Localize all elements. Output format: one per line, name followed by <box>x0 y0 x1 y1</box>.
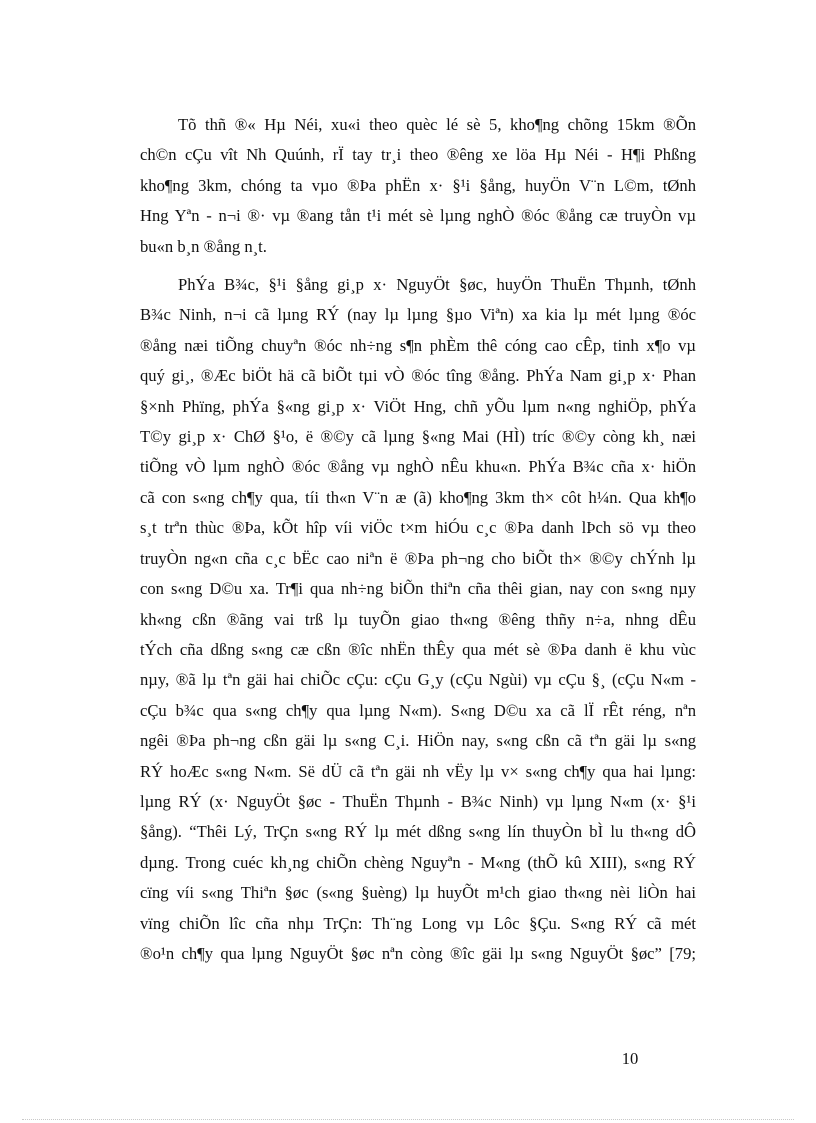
page-number: 10 <box>621 1049 639 1068</box>
text-line: lµng RÝ (x· NguyÖt §øc - ThuËn Thµnh - B¾c Ninh) vµ lµng N«m (x· §¹i <box>140 791 696 811</box>
text-line: ngêi ®Þa ph¬ng cßn gäi lµ s«ng C¸i. HiÖn nay, s«ng cßn cã tªn gäi lµ s«ng <box>140 731 696 751</box>
text-line: §×nh Phïng, phÝa §«ng gi¸p x· ViÖt Hng, chñ yÕu lµm n«ng nghiÖp, phÝa <box>140 396 696 416</box>
text-line: tiÕng vÒ lµm nghÒ ®óc ®ång vµ nghÒ nÊu khu«n. PhÝa B¾c cña x· hiÖn <box>140 457 696 477</box>
text-line: Hng Yªn - n¬i ®· vµ ®ang tån t¹i mét sè lµng nghÒ ®óc ®ång cæ truyÒn vµ <box>140 206 696 226</box>
text-line: quý gi¸, ®Æc biÖt hä cã biÕt tµi vÒ ®óc tîng ®ång. PhÝa Nam gi¸p x· Phan <box>140 366 696 386</box>
text-line: cÇu b¾c qua s«ng ch¶y qua lµng N«m). S«ng D©u xa cã lÏ rÊt réng, nªn <box>140 700 696 720</box>
body-text <box>140 110 696 969</box>
text-line: RÝ hoÆc s«ng N«m. Së dÜ cã tªn gäi nh vËy lµ v× s«ng ch¶y qua hai lµng: <box>140 761 696 781</box>
text-line: tÝch cña dßng s«ng cæ cßn ®îc nhËn thÊy qua mét sè ®Þa danh ë khu vùc <box>140 639 696 659</box>
text-line: cã con s«ng ch¶y qua, tíi th«n V¨n æ (ã) kho¶ng 3km th× côt h¼n. Qua kh¶o <box>140 487 696 507</box>
page-bottom-border <box>22 1119 794 1120</box>
text-line: T©y gi¸p x· ChØ §¹o, ë ®©y cã lµng §«ng Mai (HÌ) tríc ®©y còng kh¸ næi <box>140 427 696 447</box>
text-line: dµng. Trong cuéc kh¸ng chiÕn chèng Nguyªn - M«ng (thÕ kû XIII), s«ng RÝ <box>140 852 696 872</box>
text-line: ®o¹n ch¶y qua lµng NguyÖt §øc nªn còng ®îc gäi lµ s«ng NguyÖt §øc” [79; <box>140 943 696 963</box>
text-line: PhÝa B¾c, §¹i §ång gi¸p x· NguyÖt §øc, huyÖn ThuËn Thµnh, tØnh <box>178 275 696 295</box>
text-line: ch©n cÇu vît Nh Quúnh, rÏ tay tr¸i theo ®êng xe löa Hµ Néi - H¶i Phßng <box>140 145 696 165</box>
text-line: kh«ng cßn ®ãng vai trß lµ tuyÕn giao th«ng ®êng thñy n÷a, nhng dÊu <box>140 609 696 629</box>
text-line: B¾c Ninh, n¬i cã lµng RÝ (nay lµ lµng §µo Viªn) xa kia lµ mét lµng ®óc <box>140 305 696 325</box>
text-line: Tõ thñ ®« Hµ Néi, xu«i theo quèc lé sè 5, kho¶ng chõng 15km ®Õn <box>178 115 696 134</box>
paragraph-1 <box>140 110 696 262</box>
text-line: ®ång næi tiÕng chuyªn ®óc nh÷ng s¶n phÈm thê cóng cao cÊp, tinh x¶o vµ <box>140 335 696 355</box>
text-line: nµy, ®ã lµ tªn gäi hai chiÕc cÇu: cÇu G¸y (cÇu Ngùi) vµ cÇu §¸ (cÇu N«m - <box>140 670 696 690</box>
text-line: §ång). “Thêi Lý, TrÇn s«ng RÝ lµ mét dßng s«ng lín thuyÒn bÌ lu th«ng dÔ <box>140 822 696 842</box>
text-line: cïng víi s«ng Thiªn §øc (s«ng §uèng) lµ huyÕt m¹ch giao th«ng nèi liÒn hai <box>140 883 696 903</box>
paragraph-2 <box>140 270 696 969</box>
text-line: bu«n b¸n ®ång n¸t. <box>140 236 267 256</box>
text-line: truyÒn ng«n cña c¸c bËc cao niªn ë ®Þa ph¬ng cho biÕt th× ®©y chÝnh lµ <box>140 548 696 568</box>
text-line: vïng chiÕn lîc cña nhµ TrÇn: Th¨ng Long vµ Lôc §Çu. S«ng RÝ cã mét <box>140 913 696 933</box>
text-line: s¸t trªn thùc ®Þa, kÕt hîp víi viÖc t×m hiÓu c¸c ®Þa danh lÞch sö vµ theo <box>140 518 696 538</box>
text-line: con s«ng D©u xa. Tr¶i qua nh÷ng biÕn thiªn cña thêi gian, nay con s«ng nµy <box>140 579 696 599</box>
text-line: kho¶ng 3km, chóng ta vµo ®Þa phËn x· §¹i §ång, huyÖn V¨n L©m, tØnh <box>140 175 696 195</box>
